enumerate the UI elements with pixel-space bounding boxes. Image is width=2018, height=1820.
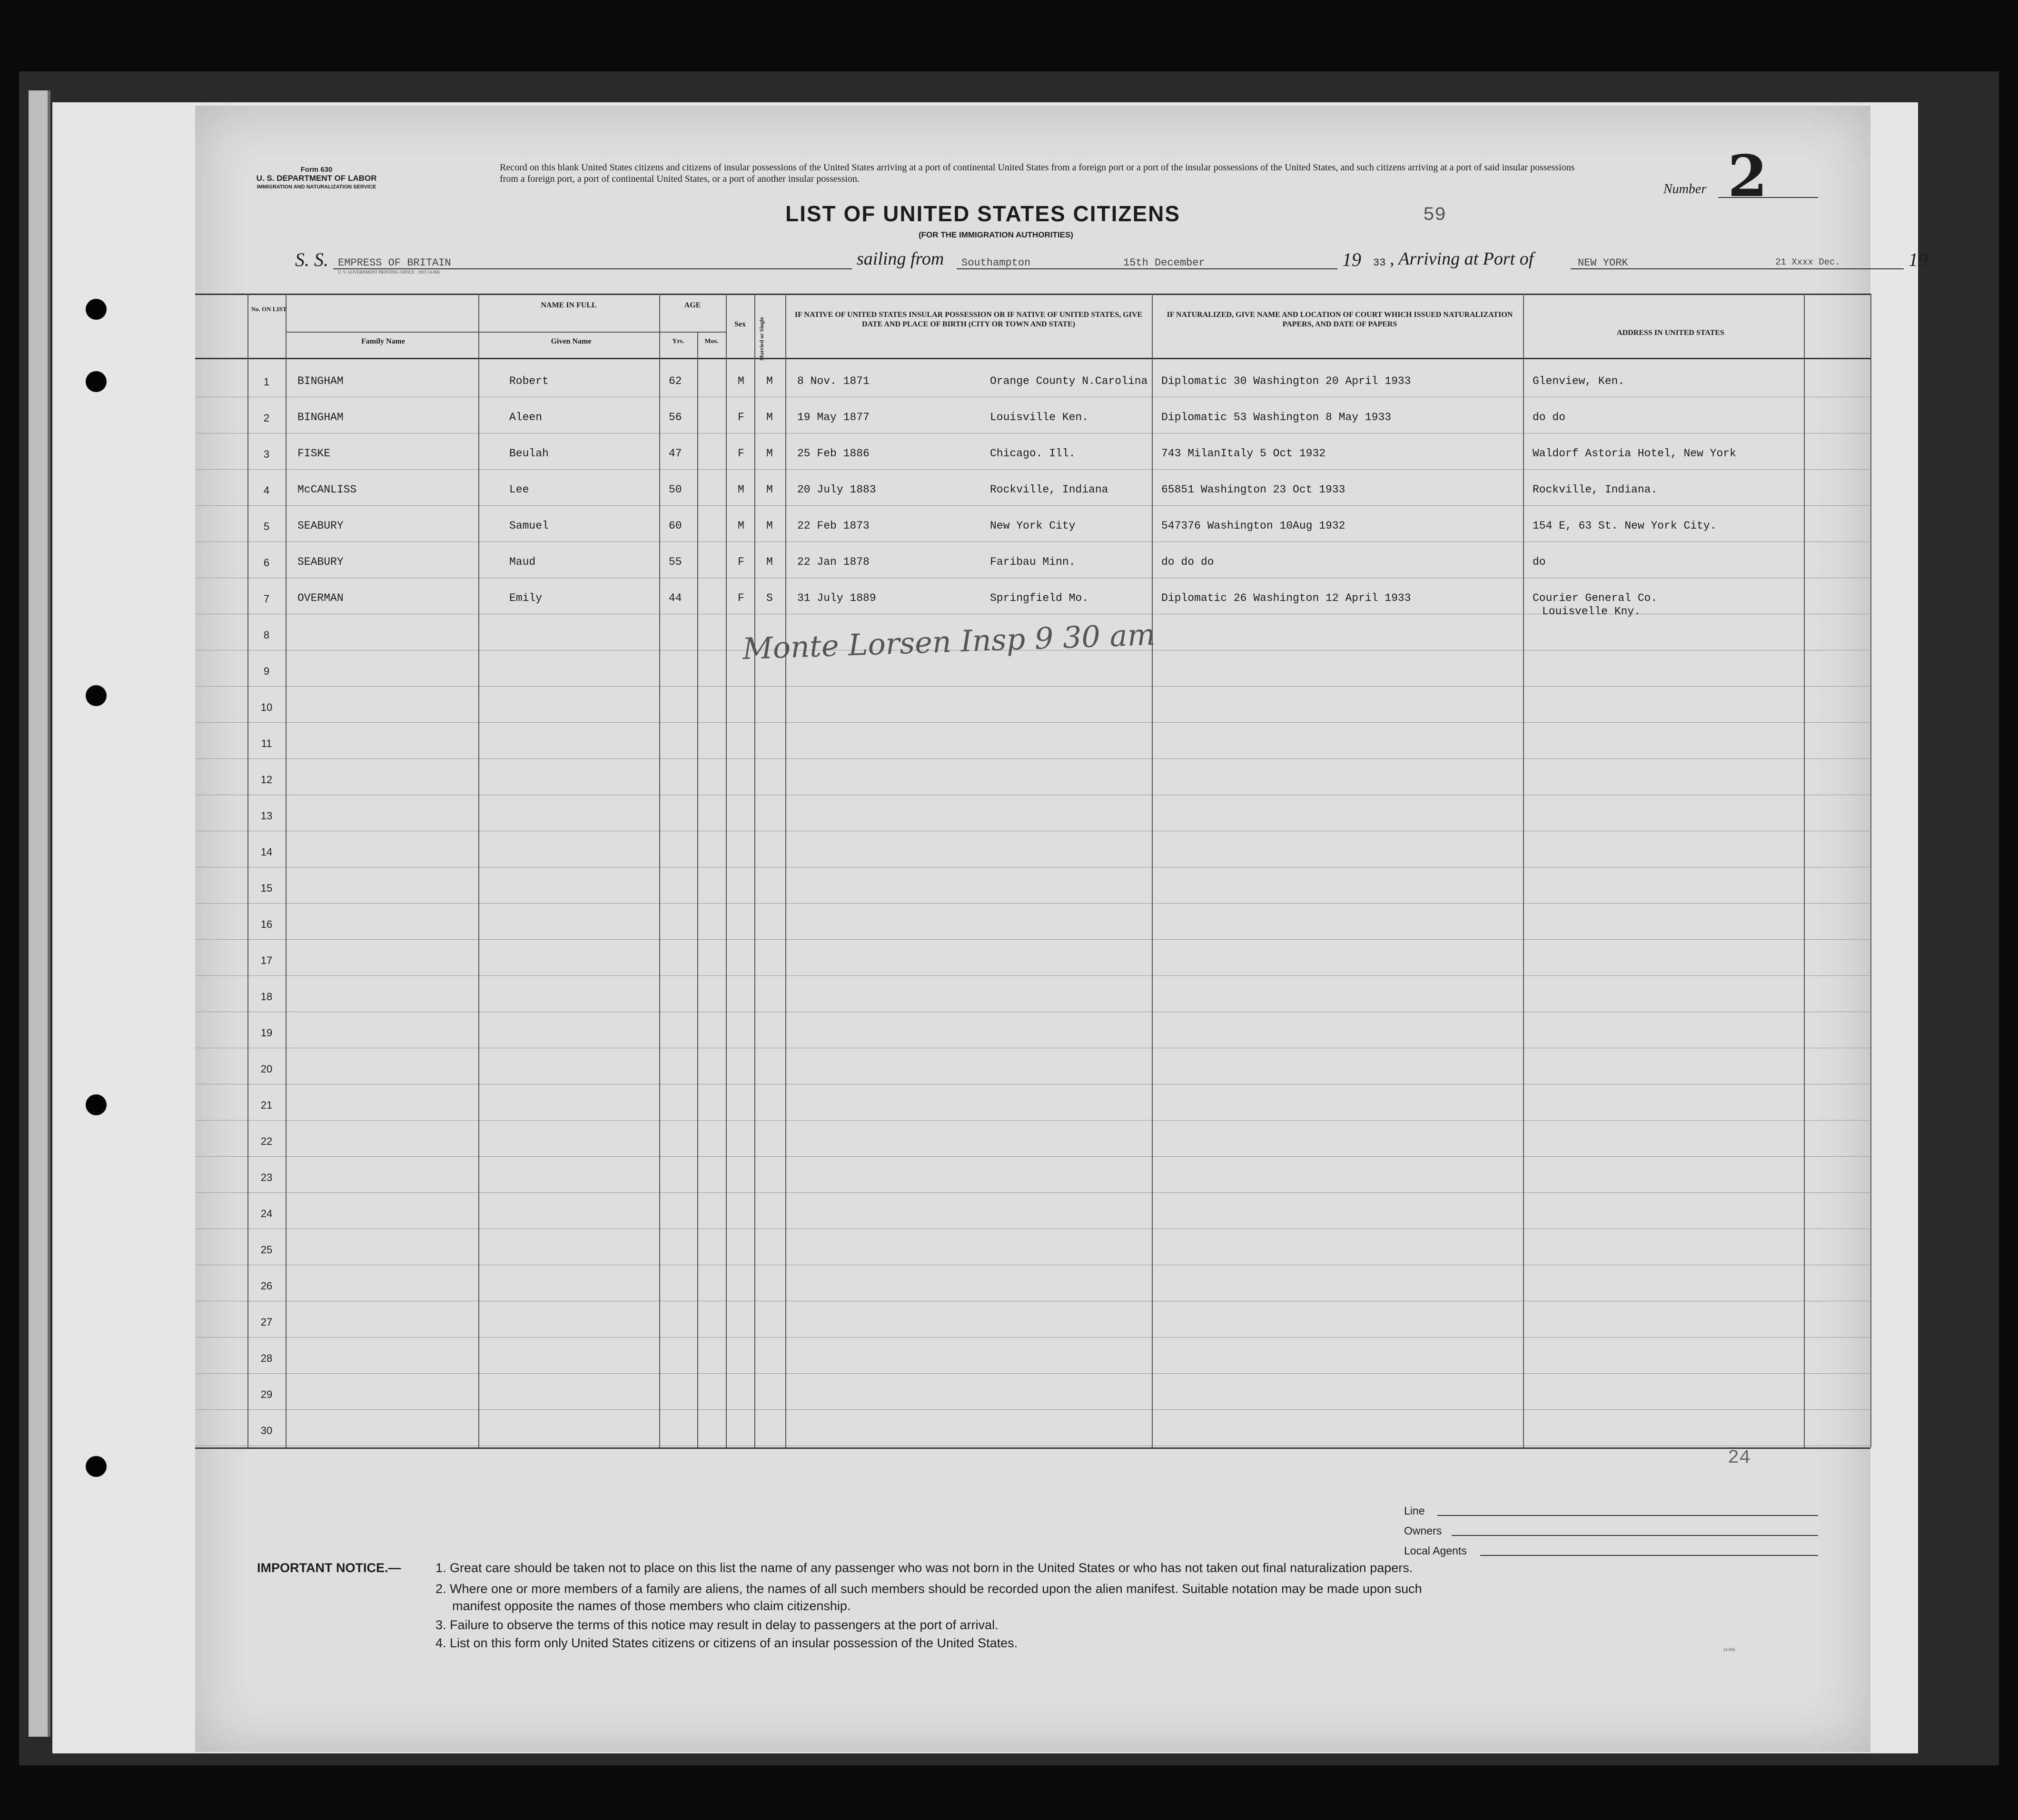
header-native: IF NATIVE OF UNITED STATES INSULAR POSSESSION OR IF NATIVE OF UNITED STATES, GIVE DATE AND PLACE OF BIRTH (CITY OR TOWN AND STATE) bbox=[794, 311, 1143, 328]
row-number: 9 bbox=[263, 665, 270, 677]
family-name-cell: FISKE bbox=[297, 447, 331, 460]
column-rule bbox=[1152, 294, 1153, 1447]
row-rule bbox=[195, 939, 1870, 940]
address-cell: do do bbox=[1533, 411, 1566, 423]
header-mos: Mos. bbox=[704, 338, 719, 345]
column-rule bbox=[697, 332, 698, 1447]
sex-cell: F bbox=[738, 411, 744, 423]
sex-cell: M bbox=[738, 520, 744, 532]
column-rule bbox=[286, 294, 287, 1447]
row-number: 6 bbox=[263, 557, 270, 569]
notice-4: 4. List on this form only United States citizens or citizens of an insular possession of the United States. bbox=[435, 1636, 1018, 1650]
address-cell: 154 E, 63 St. New York City. bbox=[1533, 520, 1717, 532]
birth-date-cell: 22 Feb 1873 bbox=[797, 520, 870, 532]
printing-office: U. S. GOVERNMENT PRINTING OFFICE : 1933 14-906 bbox=[338, 270, 440, 275]
page-count: 24 bbox=[1728, 1447, 1751, 1469]
naturalization-court-cell: 547376 Washington 10Aug 1932 bbox=[1161, 520, 1345, 532]
family-name-cell: SEABURY bbox=[297, 520, 344, 532]
row-number: 19 bbox=[260, 1027, 273, 1039]
row-number: 8 bbox=[263, 629, 270, 641]
row-rule bbox=[195, 903, 1870, 904]
row-number: 24 bbox=[260, 1208, 273, 1220]
row-rule bbox=[195, 1337, 1870, 1338]
age-years-cell: 44 bbox=[669, 592, 682, 604]
row-number: 25 bbox=[260, 1244, 273, 1256]
column-rule bbox=[1523, 294, 1524, 1447]
row-number: 5 bbox=[263, 521, 270, 532]
sex-cell: F bbox=[738, 592, 744, 604]
row-rule bbox=[195, 975, 1870, 976]
notice-title: IMPORTANT NOTICE.— bbox=[257, 1561, 401, 1575]
port-from: Southampton bbox=[961, 257, 1031, 269]
row-rule bbox=[195, 758, 1870, 759]
given-name-cell: Emily bbox=[509, 592, 543, 604]
row-number: 28 bbox=[260, 1352, 273, 1364]
marital-status-cell: S bbox=[766, 592, 773, 604]
sex-cell: M bbox=[738, 483, 744, 496]
column-rule bbox=[1804, 294, 1805, 1447]
age-years-cell: 47 bbox=[669, 447, 682, 460]
column-rule bbox=[659, 294, 660, 1447]
header-naturalized: IF NATURALIZED, GIVE NAME AND LOCATION OF COURT WHICH ISSUED NATURALIZATION PAPERS, AND DATE OF PAPERS bbox=[1167, 311, 1513, 328]
punch-hole bbox=[86, 1456, 107, 1477]
date-from: 15th December bbox=[1123, 257, 1205, 269]
birth-place-cell: Louisville Ken. bbox=[990, 411, 1089, 423]
year-suffix-1: 33 bbox=[1373, 257, 1386, 269]
row-rule bbox=[195, 1409, 1870, 1410]
row-number: 2 bbox=[263, 412, 270, 424]
given-name-cell: Aleen bbox=[509, 411, 543, 423]
row-rule bbox=[195, 541, 1870, 542]
birth-date-cell: 19 May 1877 bbox=[797, 411, 870, 423]
age-years-cell: 62 bbox=[669, 375, 682, 387]
row-number: 23 bbox=[260, 1171, 273, 1183]
header-yrs: Yrs. bbox=[672, 338, 684, 345]
header-married-single: Married or Single bbox=[758, 317, 765, 361]
row-number: 12 bbox=[260, 774, 273, 786]
naturalization-court-cell: Diplomatic 30 Washington 20 April 1933 bbox=[1161, 375, 1411, 387]
row-rule bbox=[195, 1120, 1870, 1121]
year-prefix-1: 19 bbox=[1342, 249, 1361, 270]
marital-status-cell: M bbox=[766, 375, 773, 387]
owners-label: Owners bbox=[1404, 1525, 1442, 1537]
birth-place-cell: Rockville, Indiana bbox=[990, 483, 1108, 496]
given-name-cell: Maud bbox=[509, 556, 536, 568]
given-name-cell: Samuel bbox=[509, 520, 549, 532]
column-rule bbox=[726, 294, 727, 1447]
year-prefix-2: 19 bbox=[1909, 249, 1928, 270]
address-cell: Rockville, Indiana. bbox=[1533, 483, 1658, 496]
row-number: 20 bbox=[260, 1063, 273, 1075]
intro-text: Record on this blank United States citizens and citizens of insular possessions of the United States arriving at a port of continental United States from a foreign port or a port of the insular possessions of the United States, and such citizens arriving at a port of said insular possessions from a foreign port, a port of continental United States, or a port of another insular possession. bbox=[500, 162, 1575, 184]
row-number: 14 bbox=[260, 846, 273, 858]
row-number: 3 bbox=[263, 448, 270, 460]
marital-status-cell: M bbox=[766, 447, 773, 460]
row-number: 4 bbox=[263, 484, 270, 496]
agents-label: Local Agents bbox=[1404, 1545, 1467, 1557]
inspector-signature: Monte Lorsen Insp 9 30 am bbox=[742, 617, 1156, 667]
header-sex: Sex bbox=[734, 320, 746, 328]
birth-date-cell: 22 Jan 1878 bbox=[797, 556, 870, 568]
row-number: 11 bbox=[261, 738, 272, 749]
form-id-block bbox=[238, 166, 395, 191]
sex-cell: F bbox=[738, 447, 744, 460]
birth-place-cell: New York City bbox=[990, 520, 1076, 532]
row-rule bbox=[195, 1156, 1870, 1157]
naturalization-court-cell: do do do bbox=[1161, 556, 1214, 568]
row-number: 1 bbox=[263, 376, 270, 388]
table-bottom-border bbox=[195, 1447, 1870, 1449]
form-id: Form 630 bbox=[300, 166, 333, 174]
row-rule bbox=[195, 686, 1870, 687]
age-years-cell: 50 bbox=[669, 483, 682, 496]
birth-date-cell: 31 July 1889 bbox=[797, 592, 876, 604]
row-rule bbox=[195, 505, 1870, 506]
row-number: 29 bbox=[260, 1388, 273, 1400]
address-cell: Waldorf Astoria Hotel, New York bbox=[1533, 447, 1736, 460]
row-number: 30 bbox=[260, 1425, 273, 1436]
birth-date-cell: 8 Nov. 1871 bbox=[797, 375, 870, 387]
family-name-cell: BINGHAM bbox=[297, 411, 344, 423]
column-rule bbox=[247, 294, 248, 1447]
sex-cell: F bbox=[738, 556, 744, 568]
birth-date-cell: 20 July 1883 bbox=[797, 483, 876, 496]
row-number: 10 bbox=[260, 701, 273, 713]
page-subtitle: (FOR THE IMMIGRATION AUTHORITIES) bbox=[919, 230, 1073, 239]
birth-place-cell: Faribau Minn. bbox=[990, 556, 1076, 568]
date-to: 21 Xxxx Dec. bbox=[1775, 257, 1840, 267]
address-cell: Courier General Co. bbox=[1533, 592, 1658, 604]
list-number: 2 bbox=[1728, 143, 1768, 210]
row-number: 21 bbox=[260, 1099, 273, 1111]
header-address: ADDRESS IN UNITED STATES bbox=[1617, 329, 1724, 337]
row-number: 17 bbox=[260, 954, 273, 966]
row-number: 7 bbox=[263, 593, 270, 605]
department-name: U. S. DEPARTMENT OF LABOR bbox=[256, 174, 377, 183]
stamp-number: 59 bbox=[1423, 205, 1446, 226]
row-rule bbox=[195, 722, 1870, 723]
marital-status-cell: M bbox=[766, 411, 773, 423]
marital-status-cell: M bbox=[766, 520, 773, 532]
family-name-cell: OVERMAN bbox=[297, 592, 344, 604]
row-number: 27 bbox=[260, 1316, 273, 1328]
notice-1: 1. Great care should be taken not to place on this list the name of any passenger who was not born in the United States or who has not taken out final naturalization papers. bbox=[435, 1561, 1413, 1575]
birth-place-cell: Springfield Mo. bbox=[990, 592, 1089, 604]
header-age: AGE bbox=[684, 301, 701, 309]
column-rule bbox=[1870, 294, 1871, 1447]
row-number: 26 bbox=[260, 1280, 273, 1292]
column-rule bbox=[754, 294, 755, 1447]
birth-date-cell: 25 Feb 1886 bbox=[797, 447, 870, 460]
line-label: Line bbox=[1404, 1505, 1425, 1517]
age-years-cell: 60 bbox=[669, 520, 682, 532]
punch-hole bbox=[86, 299, 107, 320]
notice-3: 3. Failure to observe the terms of this notice may result in delay to passengers at the port of arrival. bbox=[435, 1618, 999, 1632]
marital-status-cell: M bbox=[766, 483, 773, 496]
given-name-cell: Beulah bbox=[509, 447, 549, 460]
age-years-cell: 55 bbox=[669, 556, 682, 568]
number-label: Number bbox=[1663, 182, 1707, 197]
marital-status-cell: M bbox=[766, 556, 773, 568]
manifest-page bbox=[195, 106, 1928, 1752]
form-code: 14-906 bbox=[1723, 1647, 1735, 1652]
header-bottom-border bbox=[195, 358, 1870, 359]
naturalization-court-cell: 743 MilanItaly 5 Oct 1932 bbox=[1161, 447, 1326, 460]
service-name: IMMIGRATION AND NATURALIZATION SERVICE bbox=[257, 184, 376, 190]
binding-edge bbox=[29, 90, 50, 1737]
family-name-cell: SEABURY bbox=[297, 556, 344, 568]
column-rule bbox=[785, 294, 786, 1447]
row-rule bbox=[195, 1192, 1870, 1193]
row-number: 15 bbox=[260, 882, 273, 894]
header-no-on-list: No. ON LIST bbox=[251, 305, 287, 313]
birth-place-cell: Orange County N.Carolina bbox=[990, 375, 1148, 387]
ss-label: S. S. bbox=[295, 249, 328, 270]
given-name-cell: Lee bbox=[509, 483, 529, 496]
address-line2-cell: Louisvelle Kny. bbox=[1542, 605, 1641, 618]
port-to: NEW YORK bbox=[1578, 257, 1628, 269]
family-name-cell: BINGHAM bbox=[297, 375, 344, 387]
notice-2-cont: manifest opposite the names of those members who claim citizenship. bbox=[452, 1599, 851, 1613]
naturalization-court-cell: Diplomatic 53 Washington 8 May 1933 bbox=[1161, 411, 1392, 423]
arriving-label: , Arriving at Port of bbox=[1390, 249, 1534, 269]
punch-hole bbox=[86, 371, 107, 392]
punch-hole bbox=[86, 685, 107, 706]
table-top-border bbox=[195, 294, 1870, 295]
notice-2: 2. Where one or more members of a family are aliens, the names of all such members should be recorded upon the alien manifest. Suitable notation may be made upon such bbox=[435, 1582, 1422, 1596]
header-name-in-full: NAME IN FULL bbox=[541, 301, 597, 309]
page-title: LIST OF UNITED STATES CITIZENS bbox=[785, 201, 1181, 226]
column-rule bbox=[478, 294, 479, 1447]
birth-place-cell: Chicago. Ill. bbox=[990, 447, 1076, 460]
age-years-cell: 56 bbox=[669, 411, 682, 423]
sailing-label: sailing from bbox=[857, 249, 944, 269]
address-cell: Glenview, Ken. bbox=[1533, 375, 1625, 387]
row-number: 22 bbox=[260, 1135, 273, 1147]
family-name-cell: McCANLISS bbox=[297, 483, 357, 496]
sex-cell: M bbox=[738, 375, 744, 387]
header-given-name: Given Name bbox=[551, 337, 592, 345]
row-number: 18 bbox=[260, 991, 273, 1003]
row-rule bbox=[195, 1373, 1870, 1374]
row-number: 16 bbox=[260, 918, 273, 930]
address-cell: do bbox=[1533, 556, 1546, 568]
ship-name: EMPRESS OF BRITAIN bbox=[338, 257, 451, 269]
given-name-cell: Robert bbox=[509, 375, 549, 387]
header-family-name: Family Name bbox=[361, 337, 405, 345]
row-rule bbox=[195, 469, 1870, 470]
naturalization-court-cell: 65851 Washington 23 Oct 1933 bbox=[1161, 483, 1345, 496]
row-number: 13 bbox=[260, 810, 273, 822]
punch-hole bbox=[86, 1094, 107, 1115]
naturalization-court-cell: Diplomatic 26 Washington 12 April 1933 bbox=[1161, 592, 1411, 604]
